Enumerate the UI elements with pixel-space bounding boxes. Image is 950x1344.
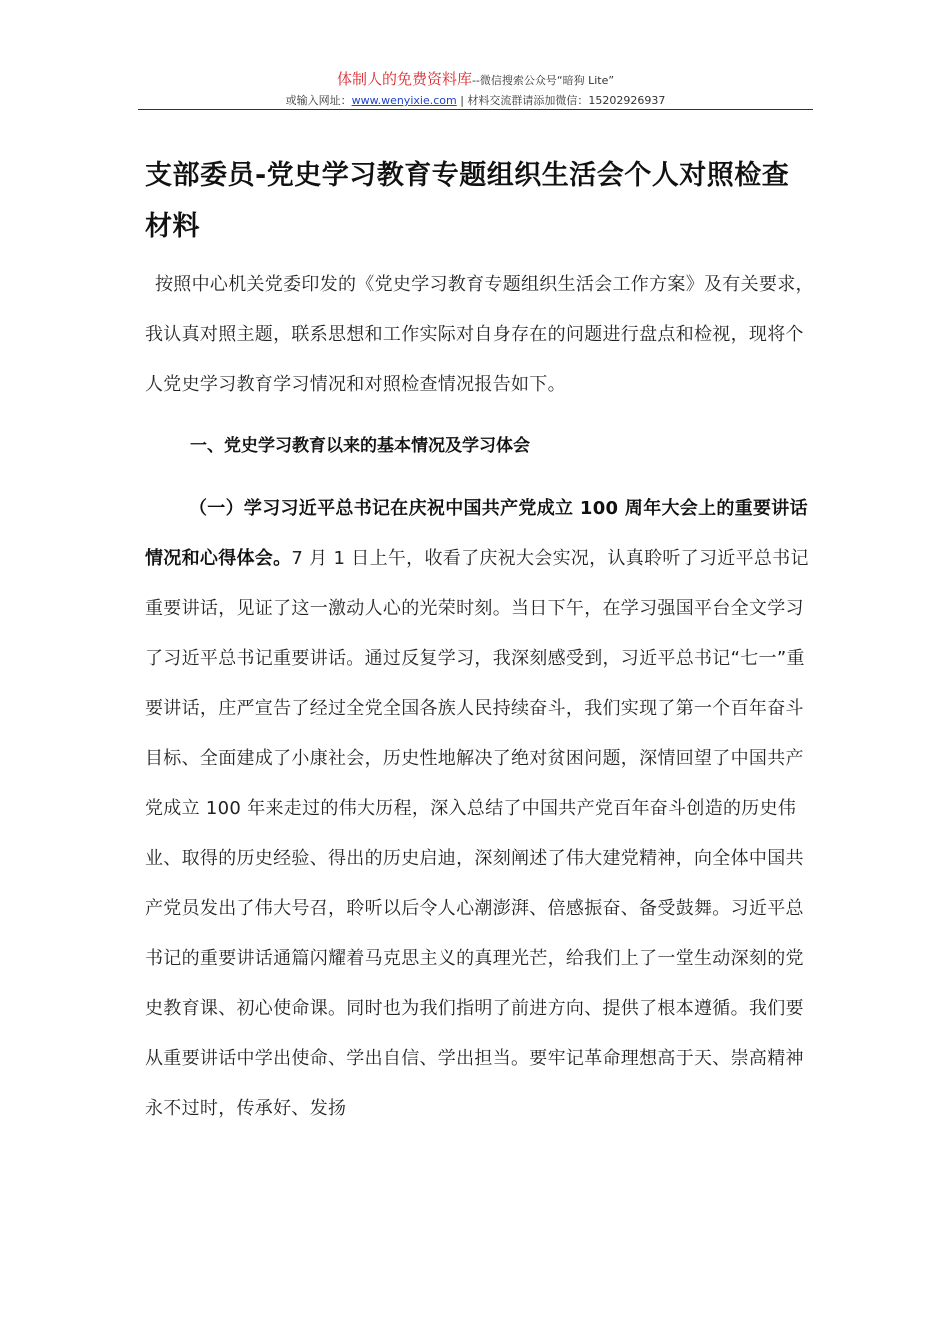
header-contact: | 材料交流群请添加微信：15202926937: [456, 94, 666, 107]
header-tagline: --微信搜索公众号“暗狗 Lite”: [471, 74, 615, 87]
header-divider: [138, 109, 813, 110]
header-brand: 体制人的免费资料库: [336, 70, 472, 88]
header-contact-line: [138, 92, 813, 110]
intro-paragraph: 按照中心机关党委印发的《党史学习教育专题组织生活会工作方案》及有关要求，我认真对照主题，联系思想和工作实际对自身存在的问题进行盘点和检视，现将个人党史学习教育学习情况和对照检查情况报告如下。: [145, 274, 814, 395]
header-promo-line: [138, 68, 813, 92]
document-header: [138, 68, 813, 110]
section-heading-1: 一、党史学习教育以来的基本情况及学习体会: [190, 436, 530, 456]
subsection-lead-1: （一）学习习近平总书记在庆祝中国共产党成立 100 周年大会上的重要讲话情况和心得体会。: [145, 498, 808, 569]
subsection-body-1: 7 月 1 日上午，收看了庆祝大会实况，认真聆听了习近平总书记重要讲话，见证了这一激动人心的光荣时刻。当日下午，在学习强国平台全文学习了习近平总书记重要讲话。通过反复学习，我深刻感受到，习近平总书记“七一”重要讲话，庄严宣告了经过全党全国各族人民持续奋斗，我们实现了第一个百年奋斗目标、全面建成了小康社会，历史性地解决了绝对贫困问题，深情回望了中国共产党成立 100 年来走过的伟大历程，深入总结了中国共产党百年奋斗创造的历史伟业、取得的历史经验、得出的历史启迪，深刻阐述了伟大建党精神，向全体中国共产党员发出了伟大号召，聆听以后令人心潮澎湃、倍感振奋、备受鼓舞。习近平总书记的重要讲话通篇闪耀着马克思主义的真理光芒，给我们上了一堂生动深刻的党史教育课、初心使命课。同时也为我们指明了前进方向、提供了根本遵循。我们要从重要讲话中学出使命、学出自信、学出担当。要牢记革命理想高于天、崇高精神永不过时，传承好、发扬: [145, 548, 809, 1119]
header-url-link[interactable]: www.wenyixie.com: [351, 94, 457, 107]
header-url-prefix: 或输入网址：: [285, 94, 352, 107]
document-title: 支部委员-党史学习教育专题组织生活会个人对照检查材料: [145, 160, 790, 242]
subsection-paragraph-1: [145, 484, 815, 1134]
